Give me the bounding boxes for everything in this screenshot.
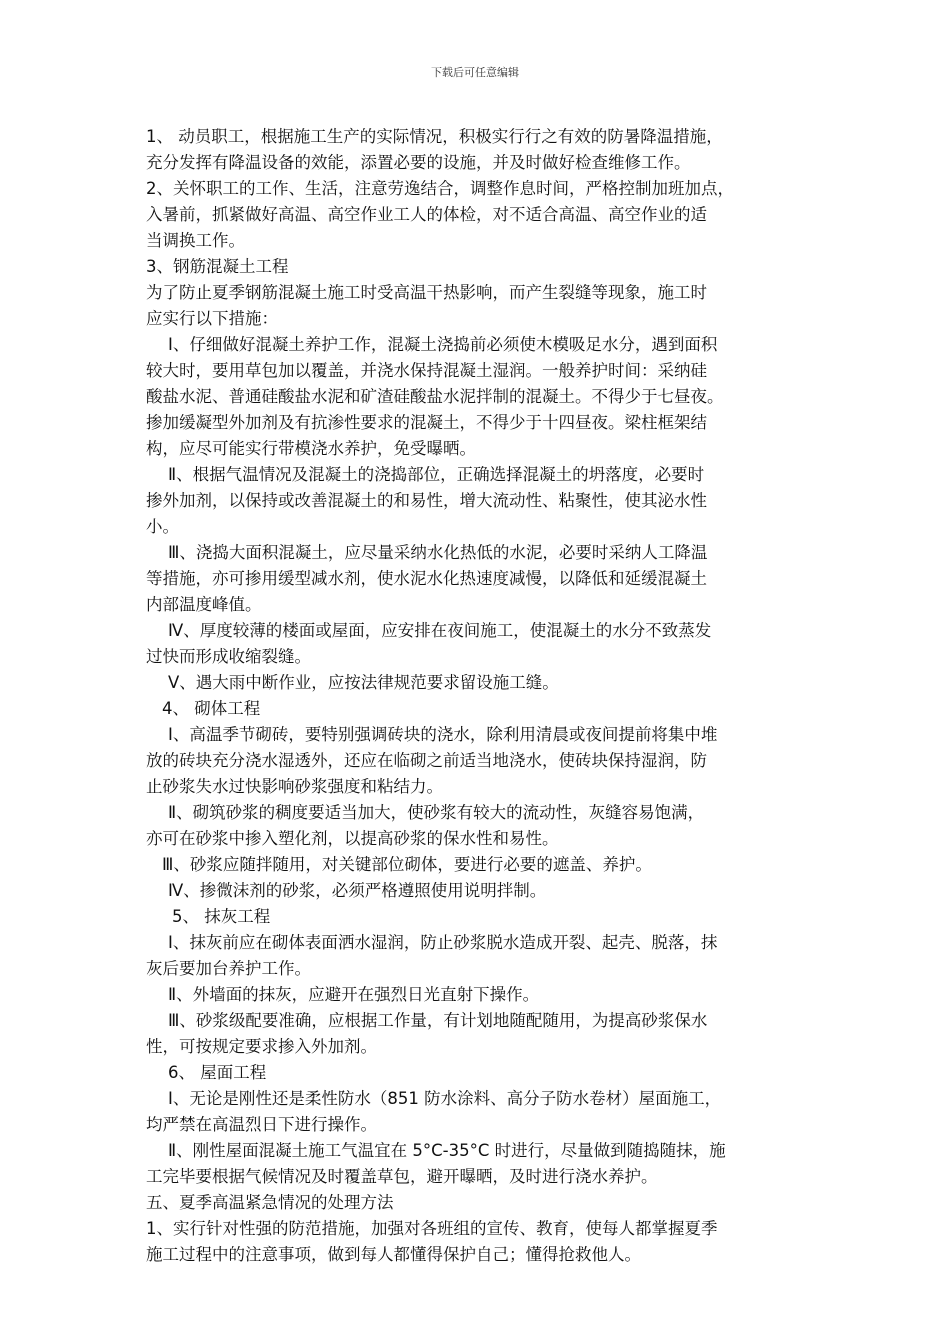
text-line: 放的砖块充分浇水湿透外，还应在临砌之前适当地浇水，使砖块保持湿润，防 [146,751,707,770]
text-line: 较大时，要用草包加以覆盖，并浇水保持混凝土湿润。一般养护时间：采纳硅 [146,361,707,380]
text-line: Ⅱ、根据气温情况及混凝土的浇捣部位，正确选择混凝土的坍落度，必要时 [168,465,705,484]
text-line: 施工过程中的注意事项，做到每人都懂得保护自己；懂得抢救他人。 [146,1245,641,1264]
text-line: Ⅰ、抹灰前应在砌体表面洒水湿润，防止砂浆脱水造成开裂、起壳、脱落，抹 [168,933,718,952]
text-line: Ⅲ、砂浆级配要准确，应根据工作量，有计划地随配随用，为提高砂浆保水 [168,1011,708,1030]
page-header: 下载后可任意编辑 [431,66,519,79]
text-line: 小。 [146,517,179,536]
section-heading: 4、 砌体工程 [162,699,261,718]
text-line: 过快而形成收缩裂缝。 [146,647,311,666]
text-line: 止砂浆失水过快影响砂浆强度和粘结力。 [146,777,443,796]
text-line: Ⅱ、砌筑砂浆的稠度要适当加大，使砂浆有较大的流动性，灰缝容易饱满， [168,803,705,822]
text-line: Ⅲ、砂浆应随拌随用，对关键部位砌体，要进行必要的遮盖、养护。 [162,855,652,874]
text-line: Ⅳ、掺微沫剂的砂浆，必须严格遵照使用说明拌制。 [168,881,547,900]
text-line: Ⅰ、仔细做好混凝土养护工作，混凝土浇捣前必须使木模吸足水分，遇到面积 [168,335,718,354]
text-line: 掺外加剂，以保持或改善混凝土的和易性，增大流动性、粘聚性，使其泌水性 [146,491,707,510]
text-line: 应实行以下措施： [146,309,278,328]
text-line: 灰后要加台养护工作。 [146,959,311,978]
text-line: 内部温度峰值。 [146,595,262,614]
text-line: 1、 动员职工，根据施工生产的实际情况，积极实行行之有效的防暑降温措施， [146,127,723,146]
text-line: 等措施，亦可掺用缓型减水剂，使水泥水化热速度减慢，以降低和延缓混凝土 [146,569,707,588]
text-line: Ⅱ、刚性屋面混凝土施工气温宜在 5°C-35°C 时进行，尽量做到随捣随抹，施 [168,1141,726,1160]
section-heading: 6、 屋面工程 [168,1063,267,1082]
text-line: 2、关怀职工的工作、生活，注意劳逸结合，调整作息时间，严格控制加班加点， [146,179,734,198]
text-line: 工完毕要根据气候情况及时覆盖草包，避开曝晒，及时进行浇水养护。 [146,1167,658,1186]
text-line: 入暑前，抓紧做好高温、高空作业工人的体检，对不适合高温、高空作业的适 [146,205,707,224]
text-line: 均严禁在高温烈日下进行操作。 [146,1115,377,1134]
document-body [146,124,806,1268]
text-line: 充分发挥有降温设备的效能，添置必要的设施，并及时做好检查维修工作。 [146,153,691,172]
text-line: 为了防止夏季钢筋混凝土施工时受高温干热影响，而产生裂缝等现象，施工时 [146,283,707,302]
text-line: 掺加缓凝型外加剂及有抗渗性要求的混凝土，不得少于十四昼夜。梁柱框架结 [146,413,707,432]
text-line: Ⅰ、无论是刚性还是柔性防水（851 防水涂料、高分子防水卷材）屋面施工， [168,1089,722,1108]
text-line: Ⅲ、浇捣大面积混凝土，应尽量采纳水化热低的水泥，必要时采纳人工降温 [168,543,708,562]
text-line: Ⅴ、遇大雨中断作业，应按法律规范要求留设施工缝。 [168,673,559,692]
text-line: 酸盐水泥、普通硅酸盐水泥和矿渣硅酸盐水泥拌制的混凝土。不得少于七昼夜。 [146,387,724,406]
text-line: 1、实行针对性强的防范措施，加强对各班组的宣传、教育，使每人都掌握夏季 [146,1219,718,1238]
text-line: Ⅱ、外墙面的抹灰，应避开在强烈日光直射下操作。 [168,985,540,1004]
section-heading: 3、钢筋混凝土工程 [146,257,289,276]
text-line: Ⅳ、厚度较薄的楼面或屋面，应安排在夜间施工，使混凝土的水分不致蒸发 [168,621,712,640]
text-line: 当调换工作。 [146,231,245,250]
section-heading: 五、夏季高温紧急情况的处理方法 [146,1193,394,1212]
section-heading: 5、 抹灰工程 [172,907,271,926]
text-line: 性，可按规定要求掺入外加剂。 [146,1037,377,1056]
text-line: Ⅰ、高温季节砌砖，要特别强调砖块的浇水，除利用清晨或夜间提前将集中堆 [168,725,718,744]
text-line: 亦可在砂浆中掺入塑化剂，以提高砂浆的保水性和易性。 [146,829,559,848]
text-line: 构，应尽可能实行带模浇水养护，免受曝晒。 [146,439,476,458]
